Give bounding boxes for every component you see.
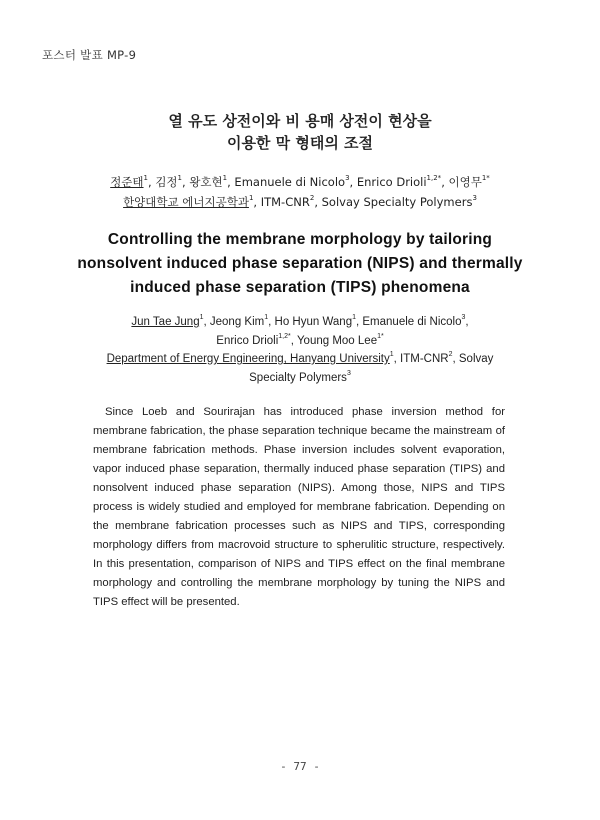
english-title-line-1: Controlling the membrane morphology by tailoring — [107, 231, 493, 248]
person-or-affiliation-name: ITM-CNR — [260, 195, 310, 209]
person-or-affiliation-name: Enrico Drioli — [356, 175, 427, 189]
affiliation-superscript: 3 — [345, 174, 350, 183]
person-or-affiliation-name: Specialty Polymers — [249, 371, 347, 384]
affiliation-superscript: 1 — [248, 194, 254, 203]
korean-authors — [0, 172, 600, 192]
person-or-affiliation-name: Emanuele di Nicolo — [362, 316, 462, 328]
affiliation-superscript: 3 — [472, 194, 477, 203]
english-title-line-2: nonsolvent induced phase separation (NIPS) and thermally — [77, 255, 523, 272]
affiliation-superscript: 2 — [448, 351, 453, 359]
abstract-paragraph: Since Loeb and Sourirajan has introduced phase inversion method for membrane fabrication, the phase separation technique became the mainstream of membrane fabrication methods. Phase inversion includes solvent evaporation, vapor induced phase separation, thermally induced phase separation (TIPS) and nonsolvent induced phase separation (NIPS). Among those, NIPS and TIPS process is widely studied and employed for membrane fabrication. Depending on the membrane fabrication processes such as NIPS and TIPS, corresponding morphology differs from macrovoid structure to spherulitic structure, respectively. In this presentation, comparison of NIPS and TIPS effect on the final membrane morphology and controlling the membrane morphology by tuning the NIPS and TIPS effect will be presented. — [93, 406, 505, 608]
person-or-affiliation-name: Jeong Kim — [209, 316, 265, 328]
person-or-affiliation-name: Enrico Drioli — [216, 334, 279, 347]
affiliation-superscript: 3 — [346, 369, 351, 377]
person-or-affiliation-name: Solvay Specialty Polymers — [321, 195, 473, 209]
affiliation-superscript: 1* — [481, 174, 490, 183]
korean-author-block — [0, 172, 600, 212]
separator: , — [349, 175, 357, 189]
separator: , — [227, 175, 235, 189]
english-authors-line-1 — [0, 313, 600, 332]
separator: , — [148, 175, 156, 189]
separator: , — [356, 316, 363, 328]
separator: , — [452, 353, 459, 365]
person-or-affiliation-name: Solvay — [458, 353, 494, 365]
person-or-affiliation-name: 김정 — [155, 175, 178, 189]
separator: , — [253, 195, 261, 209]
affiliation-superscript: 1 — [389, 351, 394, 359]
affiliation-superscript: 1 — [143, 174, 148, 183]
affiliation-superscript: 1,2* — [278, 332, 291, 340]
english-author-block — [0, 313, 600, 387]
separator: , — [268, 316, 275, 328]
affiliation-superscript: 1 — [177, 174, 182, 183]
person-or-affiliation-name: 이영무 — [448, 175, 482, 189]
english-title — [0, 228, 600, 300]
affiliation-superscript: 1 — [264, 314, 269, 322]
separator: , — [441, 175, 449, 189]
separator: , — [203, 316, 210, 328]
person-or-affiliation-name: 왕호현 — [189, 175, 223, 189]
affiliation-superscript: 1* — [377, 332, 384, 340]
korean-affiliations — [0, 192, 600, 212]
person-or-affiliation-name: ITM-CNR — [400, 353, 449, 365]
person-or-affiliation-name: Emanuele di Nicolo — [234, 175, 346, 189]
affiliation-superscript: 3 — [461, 314, 466, 322]
person-or-affiliation-name: Jun Tae Jung — [131, 316, 200, 328]
session-label: 포스터 발표 MP-9 — [42, 48, 137, 62]
separator: , — [182, 175, 190, 189]
separator: , — [290, 334, 297, 347]
separator: , — [314, 195, 322, 209]
person-or-affiliation-name: Young Moo Lee — [296, 334, 378, 347]
affiliation-superscript: 1,2* — [426, 174, 442, 183]
affiliation-superscript: 1 — [352, 314, 356, 322]
person-or-affiliation-name: 한양대학교 에너지공학과 — [123, 195, 249, 209]
affiliation-superscript: 2 — [309, 194, 315, 203]
affiliation-superscript: 1 — [199, 314, 204, 322]
korean-title-line-2: 이용한 막 형태의 조절 — [226, 134, 374, 152]
person-or-affiliation-name: Department of Energy Engineering, Hanyang University — [106, 353, 390, 365]
korean-title — [0, 110, 600, 154]
english-title-line-3: induced phase separation (TIPS) phenomena — [130, 279, 470, 296]
english-affiliations-line-1 — [0, 350, 600, 369]
korean-title-line-1: 열 유도 상전이와 비 용매 상전이 현상을 — [168, 112, 432, 130]
english-affiliations-line-2 — [0, 369, 600, 388]
separator: , — [465, 316, 469, 328]
separator: , — [393, 353, 401, 365]
english-authors-line-2 — [0, 332, 600, 351]
person-or-affiliation-name: Ho Hyun Wang — [274, 316, 353, 328]
affiliation-superscript: 1 — [222, 174, 228, 183]
page-number: - 77 - — [280, 760, 320, 773]
person-or-affiliation-name: 정준태 — [110, 175, 144, 189]
